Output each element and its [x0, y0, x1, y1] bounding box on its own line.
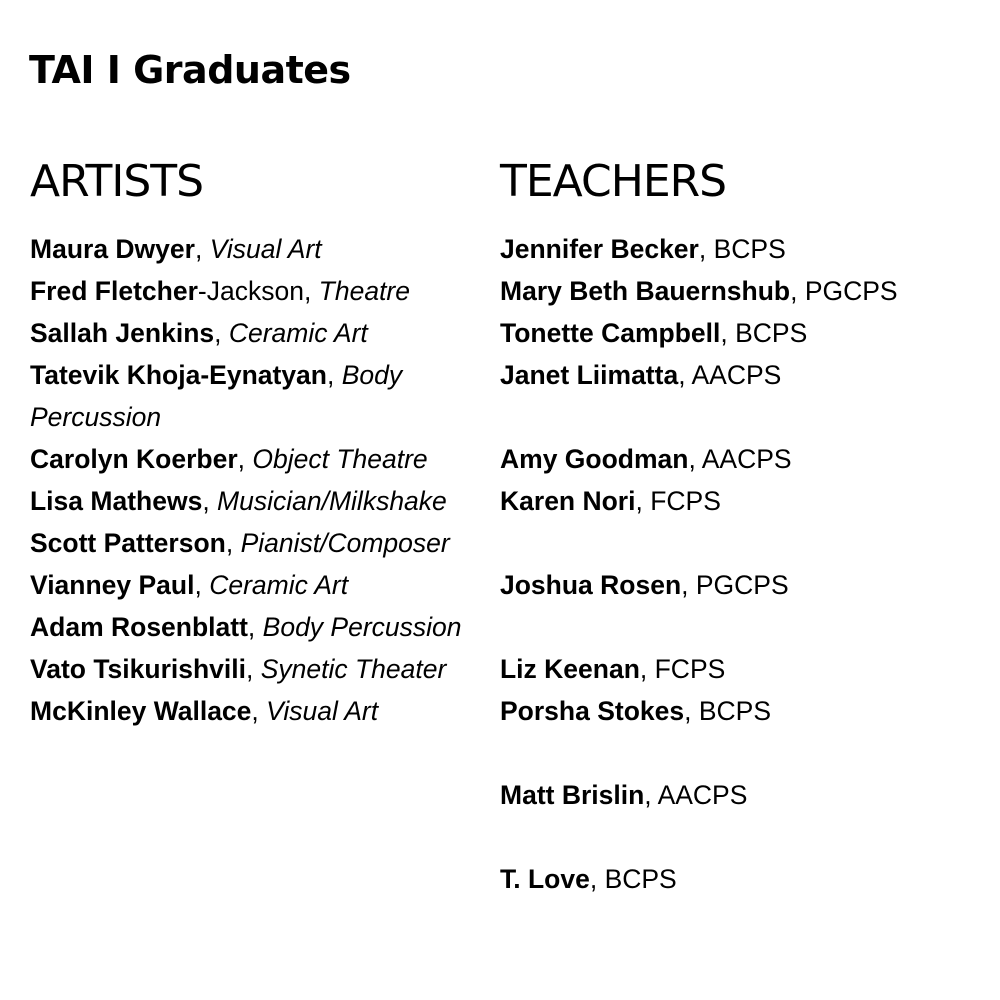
page-title: TAI I Graduates — [29, 48, 351, 92]
artist-entry: Fred Fletcher-Jackson, Theatre — [30, 276, 410, 306]
teacher-entry: Jennifer Becker, BCPS — [500, 234, 786, 264]
artist-name: Carolyn Koerber — [30, 444, 238, 474]
teacher-entry: Tonette Campbell, BCPS — [500, 318, 808, 348]
artists-heading: ARTISTS — [30, 156, 204, 207]
artist-discipline: Musician/Milkshake — [217, 486, 447, 516]
artist-name: Fred Fletcher — [30, 276, 198, 306]
artist-discipline: Object Theatre — [252, 444, 428, 474]
teacher-school-system: BCPS — [713, 234, 786, 264]
artist-name: Vato Tsikurishvili — [30, 654, 246, 684]
teachers-heading: TEACHERS — [500, 156, 727, 207]
teacher-entry: T. Love, BCPS — [500, 864, 677, 894]
artist-name: McKinley Wallace — [30, 696, 252, 726]
teacher-name: Amy Goodman — [500, 444, 689, 474]
teacher-name: Matt Brislin — [500, 780, 645, 810]
artist-discipline: Synetic Theater — [260, 654, 447, 684]
teachers-list — [500, 228, 970, 900]
artist-name: Adam Rosenblatt — [30, 612, 248, 642]
artist-name: Scott Patterson — [30, 528, 226, 558]
artist-entry: Tatevik Khoja-Eynatyan, Body Percussion — [30, 360, 403, 432]
artist-name: Tatevik Khoja-Eynatyan — [30, 360, 327, 390]
artist-discipline: Ceramic Art — [209, 570, 349, 600]
artists-column — [30, 152, 488, 732]
teacher-school-system: AACPS — [691, 360, 782, 390]
artist-name-suffix: -Jackson — [197, 276, 304, 306]
teacher-entry: Liz Keenan, FCPS — [500, 654, 726, 684]
teacher-name: T. Love — [500, 864, 590, 894]
artist-discipline: Pianist/Composer — [240, 528, 450, 558]
teacher-school-system: AACPS — [701, 444, 792, 474]
artist-entry: Lisa Mathews, Musician/Milkshake — [30, 486, 447, 516]
artist-discipline: Body Percussion — [262, 612, 462, 642]
artist-entry: Vianney Paul, Ceramic Art — [30, 570, 349, 600]
teachers-column — [500, 152, 970, 900]
teacher-name: Mary Beth Bauernshub — [500, 276, 791, 306]
teacher-name: Tonette Campbell — [500, 318, 721, 348]
teacher-name: Karen Nori — [500, 486, 636, 516]
artists-list — [30, 228, 488, 732]
artist-discipline: Visual Art — [209, 234, 322, 264]
teacher-school-system: FCPS — [650, 486, 721, 516]
artist-name: Vianney Paul — [30, 570, 195, 600]
artist-entry: Scott Patterson, Pianist/Composer — [30, 528, 450, 558]
teacher-school-system: BCPS — [698, 696, 772, 726]
teacher-entry: Matt Brislin, AACPS — [500, 780, 748, 810]
teacher-entry: Karen Nori, FCPS — [500, 486, 721, 516]
artist-name: Lisa Mathews — [30, 486, 203, 516]
artist-discipline: Visual Art — [266, 696, 379, 726]
teacher-entry: Janet Liimatta, AACPS — [500, 360, 782, 390]
artist-entry: McKinley Wallace, Visual Art — [30, 696, 379, 726]
teacher-school-system: BCPS — [604, 864, 677, 894]
artist-discipline: Theatre — [318, 276, 410, 306]
teacher-entry: Joshua Rosen, PGCPS — [500, 570, 789, 600]
artist-discipline: Body Percussion — [30, 360, 403, 432]
artist-discipline: Ceramic Art — [228, 318, 368, 348]
teacher-school-system: AACPS — [657, 780, 748, 810]
teacher-school-system: FCPS — [654, 654, 726, 684]
teacher-entry: Amy Goodman, AACPS — [500, 444, 792, 474]
teacher-name: Janet Liimatta — [500, 360, 679, 390]
artist-entry: Maura Dwyer, Visual Art — [30, 234, 322, 264]
teacher-entry: Porsha Stokes, BCPS — [500, 696, 772, 726]
artist-entry: Adam Rosenblatt, Body Percussion — [30, 612, 462, 642]
artist-entry: Carolyn Koerber, Object Theatre — [30, 444, 428, 474]
artist-entry: Sallah Jenkins, Ceramic Art — [30, 318, 368, 348]
teacher-school-system: BCPS — [735, 318, 808, 348]
artist-name: Maura Dwyer — [30, 234, 195, 264]
teacher-name: Porsha Stokes — [500, 696, 685, 726]
artist-name: Sallah Jenkins — [30, 318, 215, 348]
teacher-name: Joshua Rosen — [500, 570, 682, 600]
teacher-name: Jennifer Becker — [500, 234, 699, 264]
teacher-name: Liz Keenan — [500, 654, 640, 684]
teacher-entry: Mary Beth Bauernshub, PGCPS — [500, 276, 898, 306]
artist-entry: Vato Tsikurishvili, Synetic Theater — [30, 654, 447, 684]
teacher-school-system: PGCPS — [804, 276, 898, 306]
teacher-school-system: PGCPS — [695, 570, 789, 600]
